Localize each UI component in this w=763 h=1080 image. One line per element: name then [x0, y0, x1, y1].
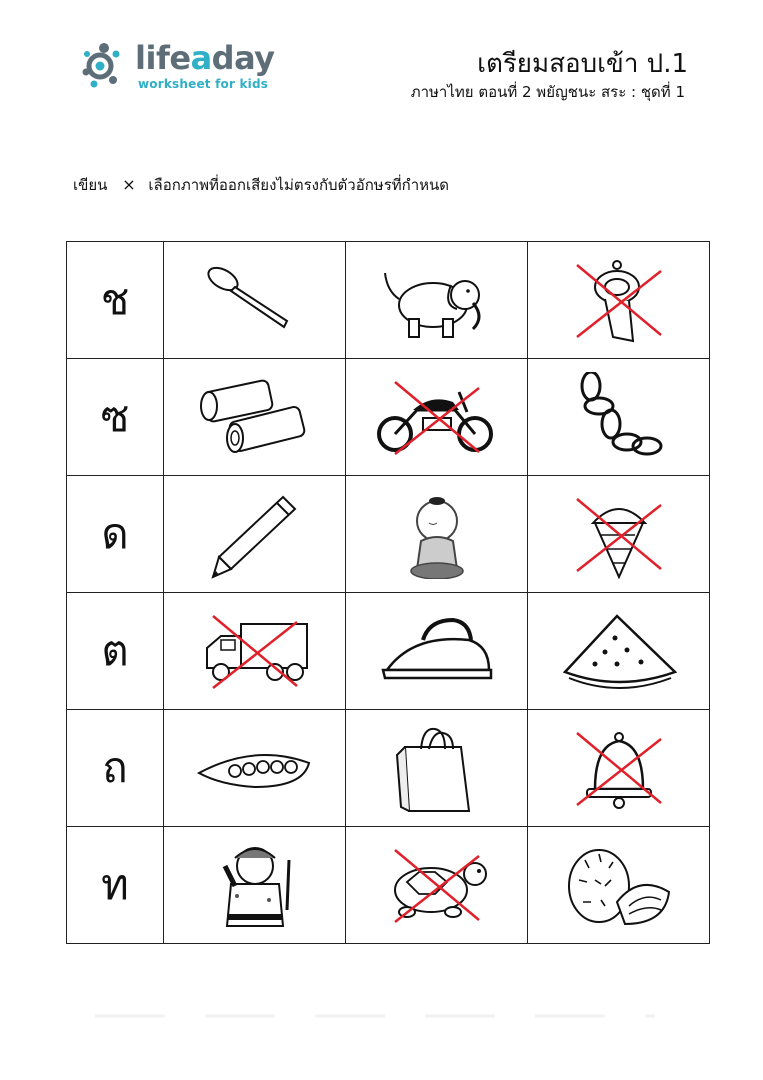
motorcycle-icon [372, 372, 502, 462]
table-row [67, 476, 710, 593]
picture-cell[interactable] [346, 710, 528, 827]
picture-cell[interactable] [164, 359, 346, 476]
child-icon [372, 489, 502, 579]
picture-cell[interactable] [346, 827, 528, 944]
spoon-icon [190, 255, 320, 345]
picture-cell[interactable] [346, 359, 528, 476]
picture-cell[interactable] [164, 827, 346, 944]
bell-icon [554, 723, 684, 813]
consonant-letter: ด [67, 476, 164, 593]
elephant-icon [372, 255, 502, 345]
picture-cell[interactable] [346, 242, 528, 359]
logs-icon [190, 372, 320, 462]
soldier-icon [190, 840, 320, 930]
brand-name-part: life [135, 39, 191, 77]
page-subtitle: ภาษาไทย ตอนที่ 2 พยัญชนะ สระ : ชุดที่ 1 [410, 83, 685, 101]
bag-icon [372, 723, 502, 813]
picture-cell[interactable] [528, 827, 710, 944]
watermelon-icon [554, 606, 684, 696]
picture-cell[interactable] [528, 242, 710, 359]
picture-cell[interactable] [528, 593, 710, 710]
picture-cell[interactable] [528, 476, 710, 593]
table-row [67, 710, 710, 827]
turtle-icon [372, 840, 502, 930]
instruction-line [73, 175, 449, 195]
table-row [67, 242, 710, 359]
page-title: เตรียมสอบเข้า ป.1 [477, 49, 688, 79]
consonant-letter: ต [67, 593, 164, 710]
molecule-logo-icon [82, 40, 136, 90]
consonant-letter: ท [67, 827, 164, 944]
durian-icon [554, 840, 684, 930]
instruction-label: เขียน [73, 176, 108, 194]
table-row [67, 827, 710, 944]
picture-cell[interactable] [528, 710, 710, 827]
picture-cell[interactable] [164, 710, 346, 827]
picture-cell[interactable] [346, 593, 528, 710]
footer-faint-line [95, 1013, 655, 1019]
picture-cell[interactable] [346, 476, 528, 593]
ice-cream-icon [554, 489, 684, 579]
truck-icon [190, 606, 320, 696]
worksheet-table [66, 241, 710, 944]
pencil-icon [190, 489, 320, 579]
chain-icon [554, 372, 684, 462]
iron-icon [372, 606, 502, 696]
brand-name-accent: a [190, 39, 212, 77]
picture-cell[interactable] [164, 593, 346, 710]
picture-cell[interactable] [528, 359, 710, 476]
consonant-letter: ซ [67, 359, 164, 476]
instruction-text: เลือกภาพที่ออกเสียงไม่ตรงกับตัวอักษรที่กำหนด [148, 176, 450, 194]
brand-name [135, 40, 275, 76]
peas-icon [190, 723, 320, 813]
table-row [67, 359, 710, 476]
brand-logo [82, 38, 275, 94]
consonant-letter: ถ [67, 710, 164, 827]
consonant-letter: ช [67, 242, 164, 359]
brand-name-part: day [211, 39, 275, 77]
picture-cell[interactable] [164, 242, 346, 359]
cross-mark-symbol: × [122, 175, 136, 194]
brand-tagline: worksheet for kids [138, 77, 269, 91]
picture-cell[interactable] [164, 476, 346, 593]
table-row [67, 593, 710, 710]
trumpet-icon [554, 255, 684, 345]
